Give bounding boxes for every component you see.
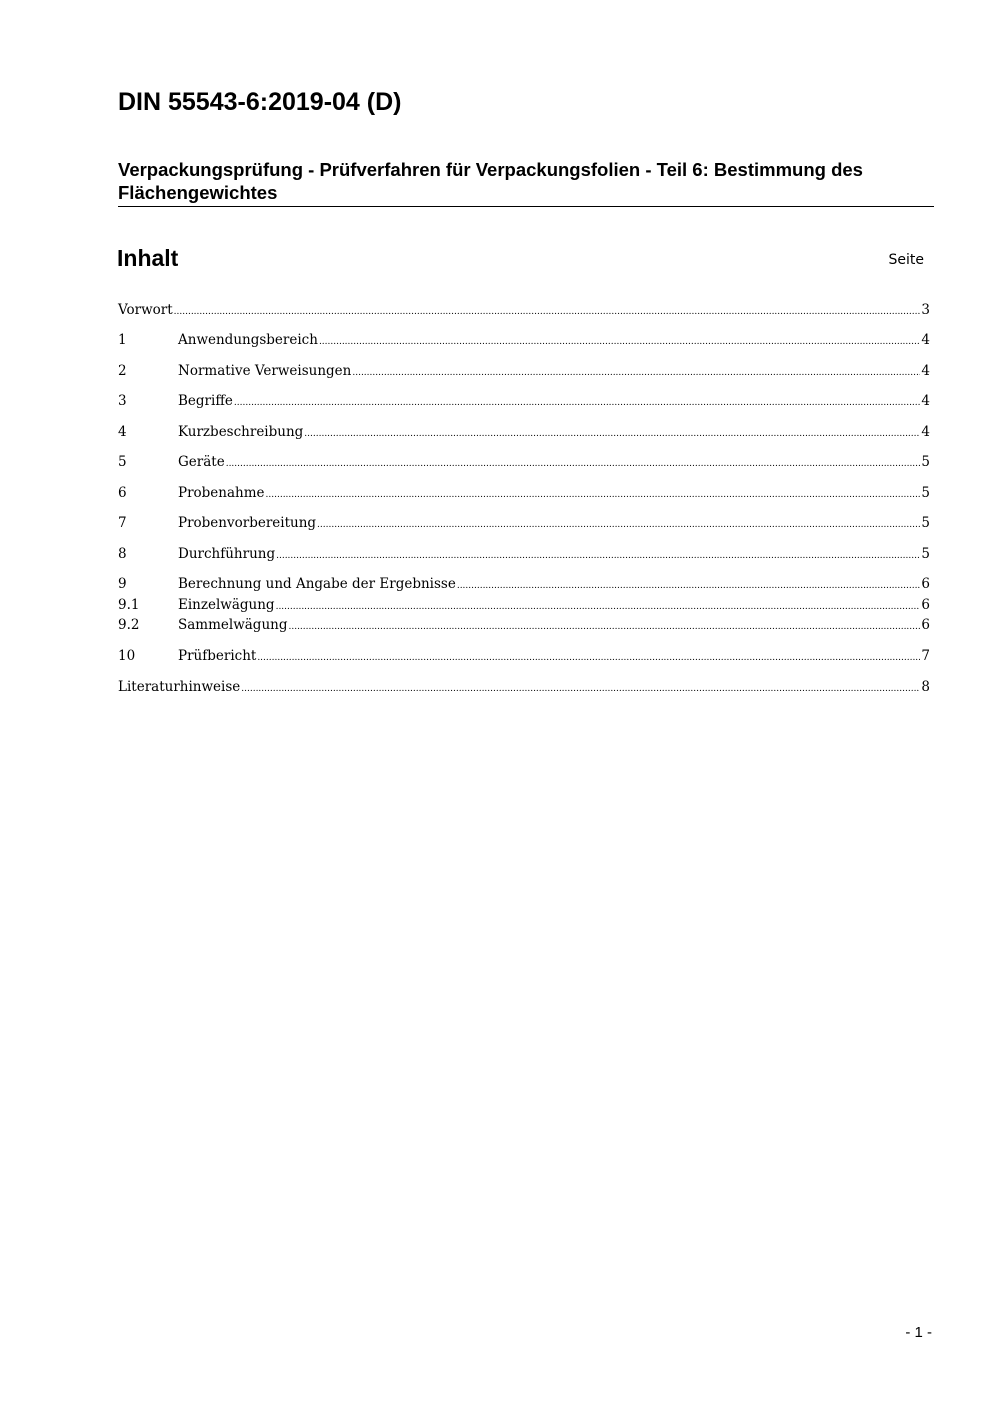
toc-entry-label: Vorwort [118,302,173,318]
toc-entry-2[interactable] [118,363,930,383]
toc-dot-leader [174,307,921,317]
toc-entry-9-1[interactable] [118,597,930,617]
toc-entry-7[interactable] [118,515,930,535]
toc-entry-page: 8 [921,679,930,695]
toc-entry-number: 10 [118,648,136,664]
toc-entry-literaturhinweise[interactable] [118,679,930,699]
page-number: - 1 - [905,1324,932,1341]
toc-entry-label: Literaturhinweise [118,679,241,695]
toc-entry-page: 7 [921,648,930,664]
toc-entry-number: 4 [118,424,127,440]
toc-dot-leader [304,429,920,439]
toc-entry-page: 5 [921,454,930,470]
toc-entry-number: 9 [118,576,127,592]
toc-entry-label: Durchführung [178,546,276,562]
toc-entry-page: 4 [921,393,930,409]
toc-entry-label: Begriffe [178,393,233,409]
toc-entry-label: Berechnung und Angabe der Ergebnisse [178,576,456,592]
toc-entry-number: 3 [118,393,127,409]
toc-dot-leader [226,459,921,469]
document-title: DIN 55543-6:2019-04 (D) [118,88,402,116]
toc-dot-leader [317,520,920,530]
toc-entry-label: Einzelwägung [178,597,275,613]
toc-entry-label: Probenahme [178,485,265,501]
toc-entry-number: 5 [118,454,127,470]
toc-entry-page: 6 [921,576,930,592]
toc-dot-leader [276,551,920,561]
toc-entry-label: Sammelwägung [178,617,288,633]
title-underline [118,206,934,207]
toc-heading: Inhalt [117,245,179,271]
toc-entry-label: Anwendungsbereich [178,332,318,348]
toc-entry-label: Normative Verweisungen [178,363,352,379]
toc-entry-page: 3 [921,302,930,318]
toc-entry-3[interactable] [118,393,930,413]
toc-entry-page: 4 [921,332,930,348]
toc-entry-number: 9.1 [118,597,140,613]
toc-entry-page: 6 [921,617,930,633]
toc-entry-number: 8 [118,546,127,562]
toc-entry-label: Probenvorbereitung [178,515,317,531]
toc-entry-9[interactable] [118,576,930,596]
toc-entry-number: 6 [118,485,127,501]
toc-entry-page: 4 [921,363,930,379]
toc-entry-10[interactable] [118,648,930,668]
toc-entry-vorwort[interactable] [118,302,930,322]
toc-dot-leader [276,602,921,612]
toc-dot-leader [266,490,921,500]
document-subtitle: Verpackungsprüfung - Prüfverfahren für Verpackungsfolien - Teil 6: Bestimmung des Flächengewichtes [118,159,863,203]
toc-page-column-label: Seite [888,252,924,268]
toc-dot-leader [352,368,920,378]
toc-entry-6[interactable] [118,485,930,505]
toc-entry-1[interactable] [118,332,930,352]
toc-entry-label: Kurzbeschreibung [178,424,304,440]
toc-entry-number: 1 [118,332,127,348]
toc-entry-page: 5 [921,546,930,562]
toc-dot-leader [319,337,920,347]
toc-entry-label: Geräte [178,454,225,470]
toc-entry-9-2[interactable] [118,617,930,637]
toc-dot-leader [241,684,920,694]
toc-dot-leader [234,398,921,408]
toc-entry-4[interactable] [118,424,930,444]
toc-entry-number: 2 [118,363,127,379]
toc-entry-page: 6 [921,597,930,613]
toc-dot-leader [257,653,920,663]
toc-entry-label: Prüfbericht [178,648,257,664]
toc-entry-page: 5 [921,515,930,531]
toc-entry-8[interactable] [118,546,930,566]
toc-entry-page: 4 [921,424,930,440]
toc-dot-leader [457,581,921,591]
toc-entry-page: 5 [921,485,930,501]
toc-entry-5[interactable] [118,454,930,474]
toc-dot-leader [288,622,920,632]
toc-entry-number: 9.2 [118,617,140,633]
toc-entry-number: 7 [118,515,127,531]
